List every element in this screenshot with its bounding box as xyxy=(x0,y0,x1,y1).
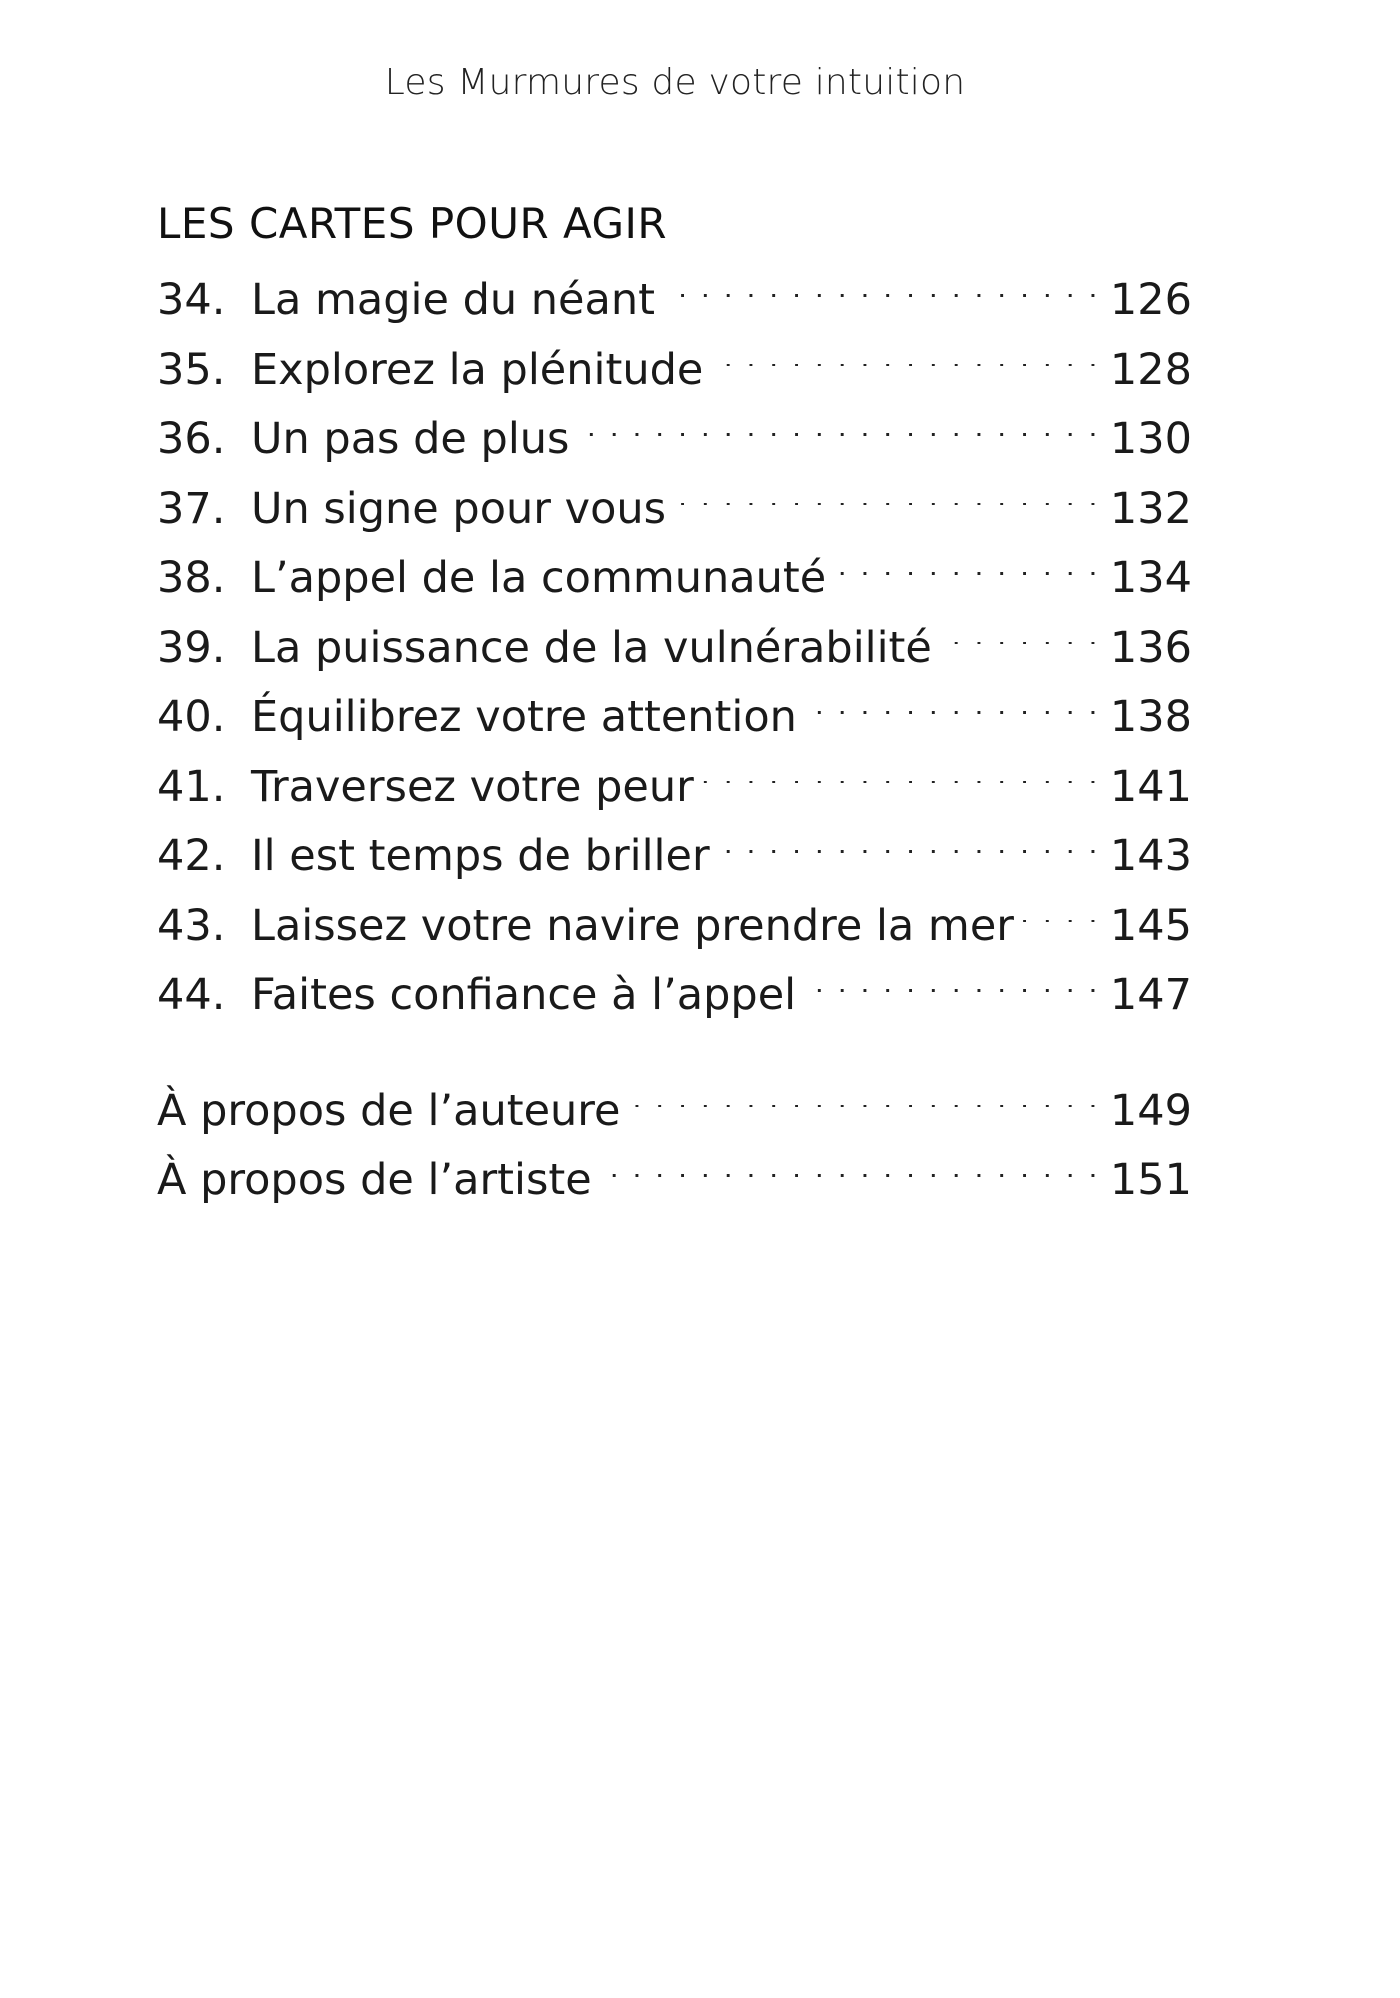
dot-leader xyxy=(718,850,1100,870)
entry-title: La puissance de la vulnérabilité xyxy=(251,622,932,673)
table-of-contents xyxy=(157,196,1192,1216)
entry-title: Traversez votre peur xyxy=(251,761,694,812)
entry-number: 40. xyxy=(157,692,226,742)
dot-leader xyxy=(834,572,1100,592)
toc-entry-about-author[interactable] xyxy=(157,1077,1192,1147)
entry-page: 132 xyxy=(1109,483,1192,534)
dot-leader xyxy=(663,294,1100,314)
dot-leader xyxy=(805,711,1100,731)
entry-page: 128 xyxy=(1109,344,1192,395)
toc-entry[interactable] xyxy=(157,614,1192,684)
toc-entry[interactable] xyxy=(157,405,1192,475)
entry-title: Laissez votre navire prendre la mer xyxy=(251,900,1014,951)
toc-entry[interactable] xyxy=(157,822,1192,892)
entry-page: 136 xyxy=(1109,622,1192,673)
entry-title: Il est temps de briller xyxy=(251,831,710,881)
section-title: LES CARTES POUR AGIR xyxy=(157,199,668,248)
entry-page: 134 xyxy=(1109,553,1192,603)
entry-number: 43. xyxy=(157,900,226,951)
dot-leader xyxy=(711,364,1100,384)
entry-number: 35. xyxy=(157,344,226,395)
entry-title: Un signe pour vous xyxy=(251,483,667,534)
entry-page: 138 xyxy=(1109,692,1192,742)
entry-title: À propos de l’artiste xyxy=(157,1155,592,1205)
toc-entry[interactable] xyxy=(157,544,1192,614)
dot-leader xyxy=(702,781,1100,801)
entry-number: 42. xyxy=(157,831,226,881)
entry-page: 143 xyxy=(1109,831,1192,881)
entry-title: Un pas de plus xyxy=(251,414,570,464)
toc-entry[interactable] xyxy=(157,475,1192,545)
entry-page: 145 xyxy=(1109,900,1192,951)
toc-entry[interactable] xyxy=(157,683,1192,753)
entry-number: 44. xyxy=(157,970,226,1020)
entry-number: 34. xyxy=(157,275,226,325)
entry-page: 130 xyxy=(1109,414,1192,464)
running-header: Les Murmures de votre intuition xyxy=(384,62,966,103)
entry-page: 141 xyxy=(1109,761,1192,812)
entry-title: Équilibrez votre attention xyxy=(251,692,797,742)
toc-entry[interactable] xyxy=(157,336,1192,406)
toc-entry[interactable] xyxy=(157,961,1192,1031)
toc-entry-list xyxy=(157,266,1192,1031)
entry-title: L’appel de la communauté xyxy=(251,553,827,603)
dot-leader xyxy=(674,503,1100,523)
entry-title: Explorez la plénitude xyxy=(251,344,704,395)
entry-title: À propos de l’auteure xyxy=(157,1085,621,1136)
entry-number: 39. xyxy=(157,622,226,673)
dot-leader xyxy=(577,433,1099,453)
dot-leader xyxy=(940,642,1100,662)
entry-page: 126 xyxy=(1109,275,1192,325)
entry-title: La magie du néant xyxy=(251,275,655,325)
entry-number: 41. xyxy=(157,761,226,812)
entry-number: 36. xyxy=(157,414,226,464)
dot-leader xyxy=(804,989,1100,1009)
entry-number: 38. xyxy=(157,553,226,603)
toc-entry-about-artist[interactable] xyxy=(157,1146,1192,1216)
entry-page: 151 xyxy=(1109,1155,1192,1205)
entry-number: 37. xyxy=(157,483,226,534)
toc-entry[interactable] xyxy=(157,753,1192,823)
dot-leader xyxy=(600,1174,1100,1194)
entry-title: Faites confiance à l’appel xyxy=(251,970,797,1020)
toc-entry[interactable] xyxy=(157,266,1192,336)
entry-page: 147 xyxy=(1109,970,1192,1020)
dot-leader xyxy=(629,1105,1100,1125)
dot-leader xyxy=(1022,920,1100,940)
toc-entry[interactable] xyxy=(157,892,1192,962)
appendix-entry-list xyxy=(157,1077,1192,1216)
entry-page: 149 xyxy=(1109,1085,1192,1136)
